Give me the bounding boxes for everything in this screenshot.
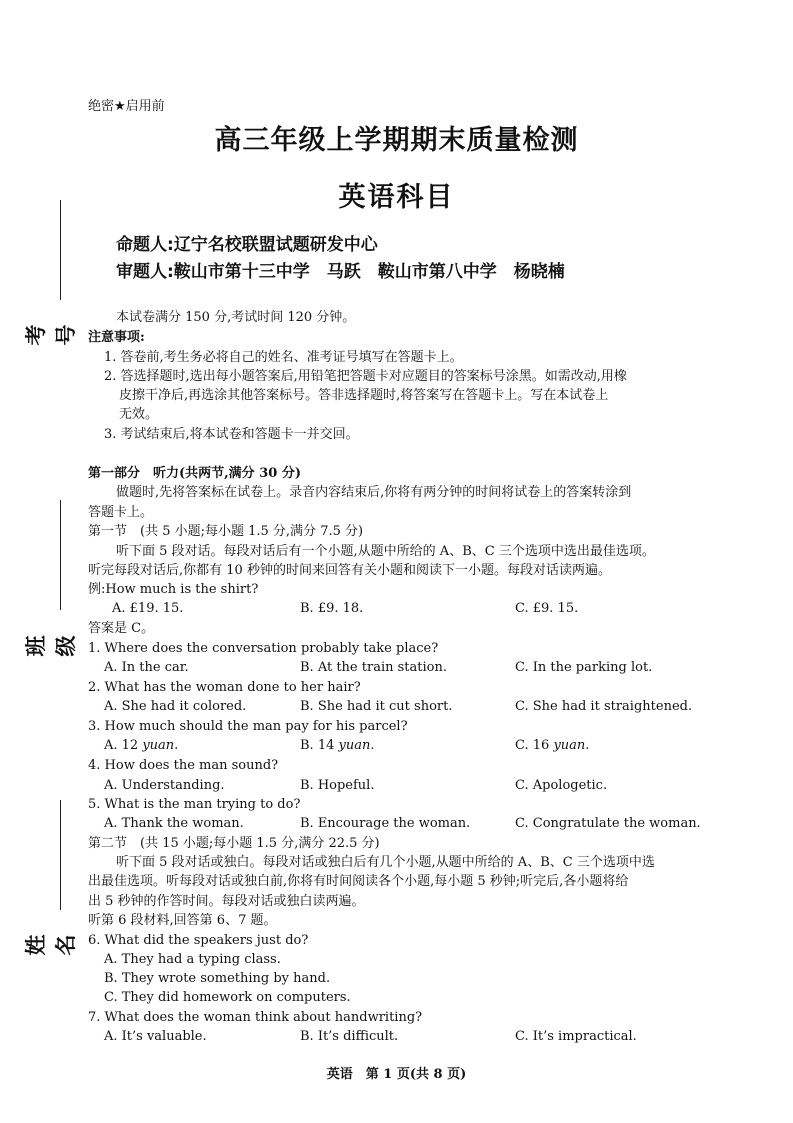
q5-option-c: C. Congratulate the woman. [515, 816, 701, 831]
question-4: 4. How does the man sound? [88, 758, 279, 773]
section2-desc-cont: 出最佳选项。听每段对话或独白前,你将有时间阅读各个小题,每小题 5 秒钟;听完后,各小题将给 [88, 874, 629, 889]
note-3: 3. 考试结束后,将本试卷和答题卡一并交回。 [104, 427, 359, 442]
note-1: 1. 答卷前,考生务必将自己的姓名、准考证号填写在答题卡上。 [104, 350, 463, 365]
part1-desc: 做题时,先将答案标在试卷上。录音内容结束后,你将有两分钟的时间将试卷上的答案转涂到 [116, 485, 632, 500]
q1-option-c: C. In the parking lot. [515, 660, 653, 675]
section1-heading: 第一节 (共 5 小题;每小题 1.5 分,满分 7.5 分) [88, 524, 364, 539]
notes-title: 注意事项: [88, 330, 145, 345]
q5-option-b: B. Encourage the woman. [300, 816, 471, 831]
q7-option-b: B. It’s difficult. [300, 1029, 399, 1044]
example-answer: 答案是 C。 [88, 621, 155, 636]
q6-option-a: A. They had a typing class. [104, 952, 281, 967]
q7-option-a: A. It’s valuable. [104, 1029, 207, 1044]
section1-desc-cont: 听完每段对话后,你都有 10 秒钟的时间来回答有关小题和阅读下一小题。每段对话读两遍。 [88, 563, 611, 578]
question-2: 2. What has the woman done to her hair? [88, 680, 361, 695]
q4-option-c: C. Apologetic. [515, 778, 608, 793]
reviewer-line: 审题人:鞍山市第十三中学 马跃 鞍山市第八中学 杨晓楠 [116, 262, 565, 282]
author-line: 命题人:辽宁名校联盟试题研发中心 [116, 235, 378, 255]
score-info: 本试卷满分 150 分,考试时间 120 分钟。 [116, 310, 356, 325]
part1-desc-cont: 答题卡上。 [88, 505, 154, 520]
q1-option-a: A. In the car. [104, 660, 189, 675]
exam-subject: 英语科目 [338, 182, 455, 213]
section2-desc: 听下面 5 段对话或独白。每段对话或独白后有几个小题,从题中所给的 A、B、C 三个选项中选 [116, 855, 655, 870]
q4-option-b: B. Hopeful. [300, 778, 375, 793]
class-label: 班级 [24, 635, 78, 657]
exam-title: 高三年级上学期期末质量检测 [214, 125, 579, 156]
name-label: 姓名 [24, 934, 78, 956]
question-3: 3. How much should the man pay for his parcel? [88, 719, 408, 734]
example-option-c: C. £9. 15. [515, 601, 579, 616]
question-6: 6. What did the speakers just do? [88, 933, 309, 948]
note-2-cont: 皮擦干净后,再选涂其他答案标号。答非选择题时,将答案写在答题卡上。写在本试卷上 [119, 388, 609, 403]
q2-option-a: A. She had it colored. [104, 699, 247, 714]
q5-option-a: A. Thank the woman. [104, 816, 244, 831]
q3-option-b: B. 14 yuan. [300, 738, 375, 753]
q3-option-c: C. 16 yuan. [515, 738, 590, 753]
example-option-b: B. £9. 18. [300, 601, 364, 616]
section1-desc: 听下面 5 段对话。每段对话后有一个小题,从题中所给的 A、B、C 三个选项中选出最佳选项。 [116, 544, 655, 559]
page-footer: 英语 第 1 页(共 8 页) [326, 1067, 467, 1082]
q3-option-a: A. 12 yuan. [104, 738, 179, 753]
example-option-a: A. £19. 15. [112, 601, 184, 616]
example-question: 例:How much is the shirt? [88, 582, 259, 597]
q6-option-b: B. They wrote something by hand. [104, 971, 331, 986]
material-instruction: 听第 6 段材料,回答第 6、7 题。 [88, 913, 277, 928]
name-line [60, 800, 61, 910]
q2-option-b: B. She had it cut short. [300, 699, 453, 714]
q7-option-c: C. It’s impractical. [515, 1029, 637, 1044]
q4-option-a: A. Understanding. [104, 778, 225, 793]
exam-number-line [60, 200, 61, 300]
note-2-end: 无效。 [119, 407, 159, 422]
confidential-label: 绝密★启用前 [88, 99, 165, 114]
question-7: 7. What does the woman think about handwriting? [88, 1010, 423, 1025]
section2-desc-end: 出 5 秒钟的作答时间。每段对话或独白读两遍。 [88, 894, 365, 909]
section2-heading: 第二节 (共 15 小题;每小题 1.5 分,满分 22.5 分) [88, 836, 380, 851]
class-line [60, 500, 61, 610]
q1-option-b: B. At the train station. [300, 660, 447, 675]
exam-number-label: 考号 [24, 324, 78, 346]
question-1: 1. Where does the conversation probably take place? [88, 641, 439, 656]
note-2: 2. 答选择题时,选出每小题答案后,用铅笔把答题卡对应题目的答案标号涂黑。如需改动,用橡 [104, 369, 627, 384]
q2-option-c: C. She had it straightened. [515, 699, 693, 714]
part1-heading: 第一部分 听力(共两节,满分 30 分) [88, 466, 301, 481]
question-5: 5. What is the man trying to do? [88, 797, 301, 812]
q6-option-c: C. They did homework on computers. [104, 990, 351, 1005]
